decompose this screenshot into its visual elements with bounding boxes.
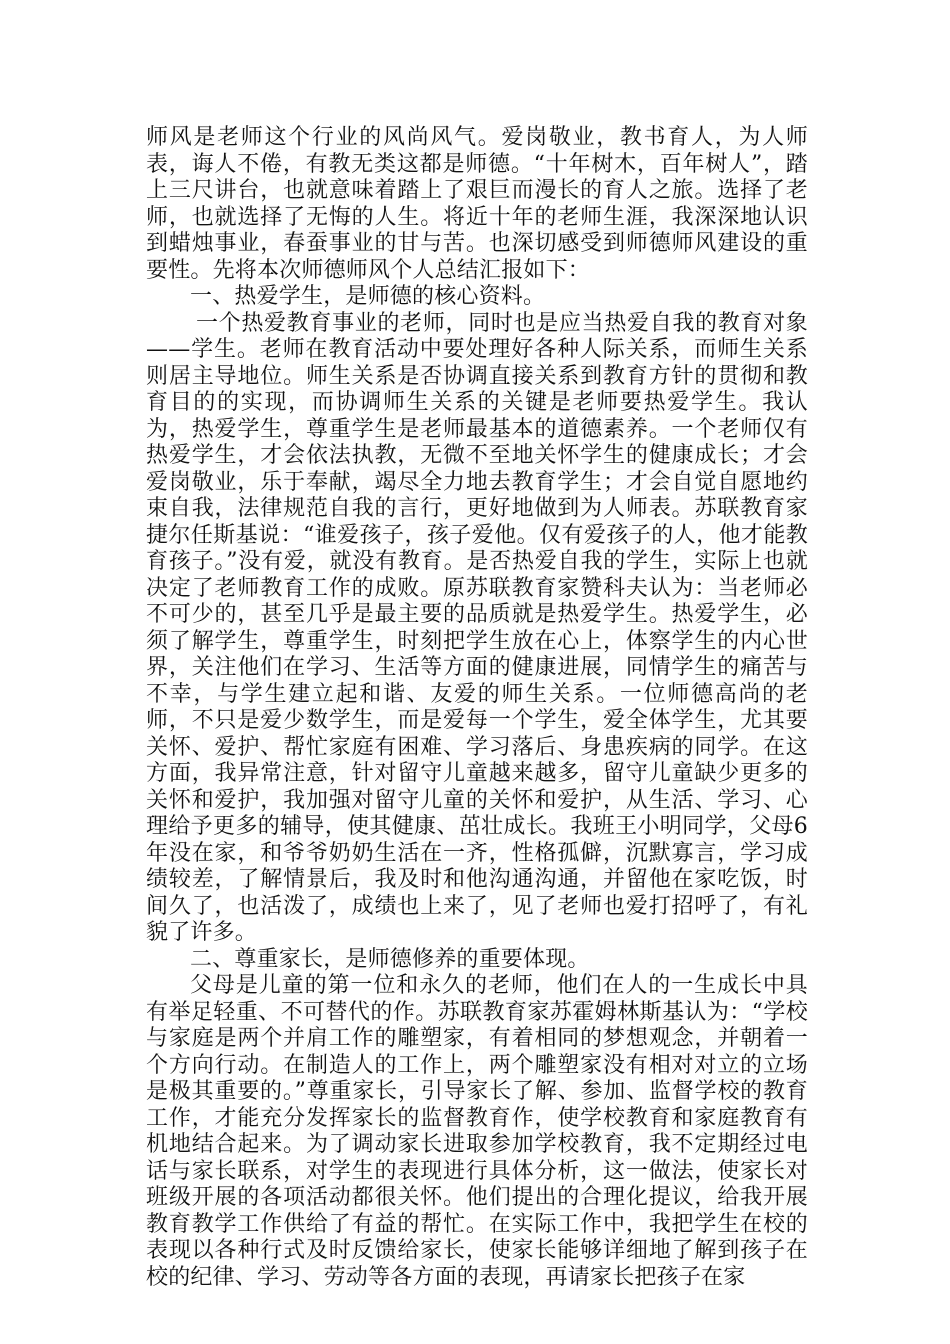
- section-heading-1: 一、热爱学生，是师德的核心资料。: [190, 284, 546, 309]
- section-heading-2: 二、尊重家长，是师德修养的重要体现。: [190, 946, 590, 972]
- document-body: [146, 125, 808, 1291]
- section-body-2: 父母是儿童的第一位和永久的老师，他们在人的一生成长中具有举足轻重、不可替代的作。苏联教育家苏霍姆林斯基认为：“学校与家庭是两个并肩工作的雕塑家，有着相同的梦想观念，并朝着一个方向行动。在制造人的工作上，两个雕塑家没有相对对立的立场是极其重要的。”尊重家长，引导家长了解、参加、监督学校的教育工作，才能充分发挥家长的监督教育作，使学校教育和家庭教育有机地结合起来。为了调动家长进取参加学校教育，我不定期经过电话与家长联系，对学生的表现进行具体分析，这一做法，使家长对班级开展的各项活动都很关怀。他们提出的合理化提议，给我开展教育教学工作供给了有益的帮忙。在实际工作中，我把学生在校的表现以各种行式及时反馈给家长，使家长能够详细地了解到孩子在校的纪律、学习、劳动等各方面的表现，再请家长把孩子在家: [146, 973, 808, 1290]
- intro-paragraph: 师风是老师这个行业的风尚风气。爱岗敬业，教书育人，为人师表，诲人不倦，有教无类这都是师德。“十年树木，百年树人”，踏上三尺讲台，也就意味着踏上了艰巨而漫长的育人之旅。选择了老师，也就选择了无悔的人生。将近十年的老师生涯，我深深地认识到蜡烛事业，春蚕事业的甘与苦。也深切感受到师德师风建设的重要性。先将本次师德师风个人总结汇报如下：: [146, 125, 808, 283]
- section-body-1: 一个热爱教育事业的老师，同时也是应当热爱自我的教育对象——学生。老师在教育活动中要处理好各种人际关系，而师生关系则居主导地位。师生关系是否协调直接关系到教育方针的贯彻和教育目的的实现，而协调师生关系的关键是老师要热爱学生。我认为，热爱学生，尊重学生是老师最基本的道德素养。一个老师仅有热爱学生，才会依法执教，无微不至地关怀学生的健康成长；才会爱岗敬业，乐于奉献，竭尽全力地去教育学生；才会自觉自愿地约束自我，法律规范自我的言行，更好地做到为人师表。苏联教育家捷尔任斯基说：“谁爱孩子，孩子爱他。仅有爱孩子的人，他才能教育孩子。”没有爱，就没有教育。是否热爱自我的学生，实际上也就决定了老师教育工作的成败。原苏联教育家赞科夫认为：当老师必不可少的，甚至几乎是最主要的品质就是热爱学生。热爱学生，必须了解学生，尊重学生，时刻把学生放在心上，体察学生的内心世界，关注他们在学习、生活等方面的健康进展，同情学生的痛苦与不幸，与学生建立起和谐、友爱的师生关系。一位师德高尚的老师，不只是爱少数学生，而是爱每一个学生，爱全体学生，尤其要关怀、爱护、帮忙家庭有困难、学习落后、身患疾病的同学。在这方面，我异常注意，针对留守儿童越来越多，留守儿童缺少更多的关怀和爱护，我加强对留守儿童的关怀和爱护，从生活、学习、心理给予更多的辅导，使其健康、茁壮成长。我班王小明同学，父母6年没在家，和爷爷奶奶生活在一齐，性格孤僻，沉默寡言，学习成绩较差，了解情景后，我及时和他沟通沟通，并留他在家吃饭，时间久了，也活泼了，成绩也上来了，见了老师也爱打招呼了，有礼貌了许多。: [146, 310, 808, 945]
